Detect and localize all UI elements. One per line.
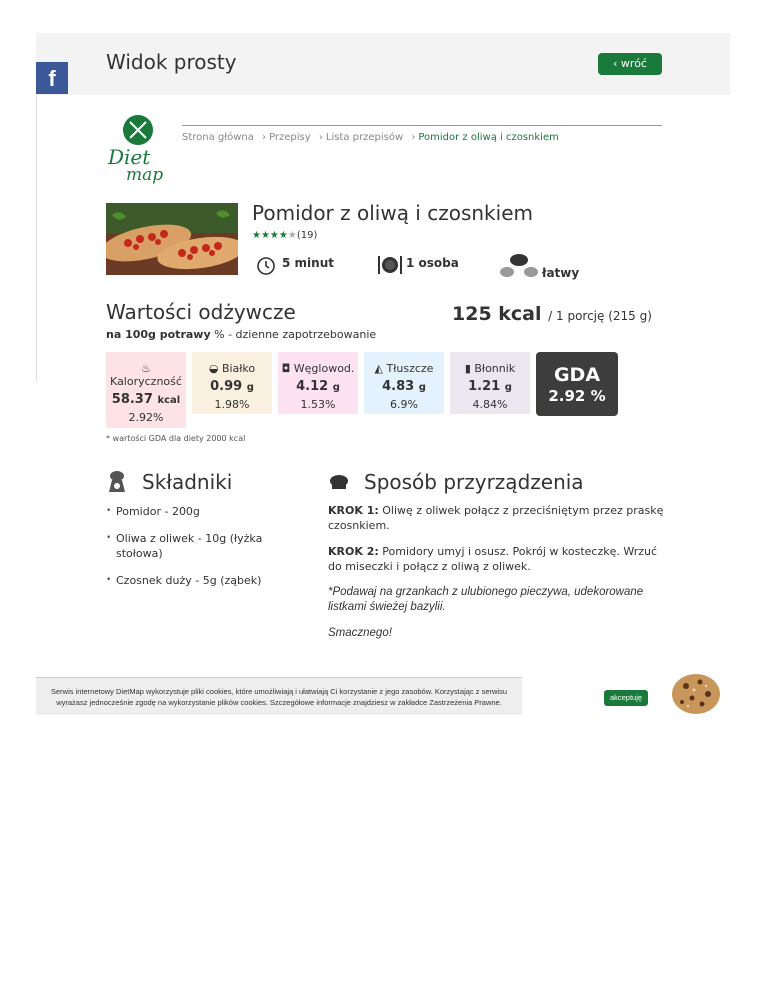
list-item: • Czosnek duży - 5g (ząbek) xyxy=(106,573,276,588)
nutrient-unit: kcal xyxy=(157,395,181,406)
cheese-icon: ◭ xyxy=(374,362,387,375)
nutrition-title: Wartości odżywcze xyxy=(106,300,296,324)
list-item: • Oliwa z oliwek - 10g (łyżka stołowa) xyxy=(106,531,276,561)
chevron-right-icon: › xyxy=(262,132,267,143)
flame-icon: ♨ xyxy=(141,362,151,375)
nutrient-label: Błonnik xyxy=(474,362,516,375)
cookie-icon xyxy=(668,672,724,716)
cookie-text: Serwis internetowy DietMap wykorzystuje pliki cookies, które umożliwiają i ułatwiają Ci korzystanie z jego zasobów. Korzystając z serwisu wyrażasz jednocześnie zgodę na wykorzystanie plików cookies. Szczegółowe informacje znajdziesz w zakładce Zastrzeżenia Prawne. xyxy=(50,687,507,707)
ingredients-heading xyxy=(106,470,232,494)
per100-note xyxy=(106,328,376,341)
nutrient-value: 1.21 xyxy=(468,379,501,394)
pot-icon xyxy=(328,473,350,491)
preparation-steps xyxy=(328,503,673,652)
rating-count: (19) xyxy=(296,230,318,241)
chevron-right-icon: › xyxy=(318,132,323,143)
nutrient-unit: g xyxy=(504,382,512,393)
star-icon: ★★★★ xyxy=(252,230,288,241)
nutrient-label: Kaloryczność xyxy=(110,375,182,388)
rating[interactable] xyxy=(252,230,317,241)
page-title: Widok prosty xyxy=(106,50,237,74)
preparation-title: Sposób przyrządzenia xyxy=(364,470,584,494)
kcal-total xyxy=(452,303,652,325)
svg-text:Diet: Diet xyxy=(108,145,151,169)
prep-time xyxy=(256,250,334,276)
chevron-right-icon: › xyxy=(411,132,416,143)
nutrient-value: 4.12 xyxy=(296,379,329,394)
breadcrumb-recipe-list[interactable]: Lista przepisów xyxy=(325,132,404,143)
chef-icon xyxy=(106,470,128,494)
wheat-icon: ▮ xyxy=(464,362,475,375)
nutrient-unit: g xyxy=(418,382,426,393)
gda-label: GDA xyxy=(553,364,601,386)
nutrient-label: Tłuszcze xyxy=(386,362,434,375)
nutrient-pct: 6.9% xyxy=(390,398,418,411)
ingredients-list xyxy=(106,504,276,600)
dietmap-logo[interactable] xyxy=(104,108,172,184)
nutrient-value: 4.83 xyxy=(382,379,415,394)
step-text: Oliwę z oliwek połącz z przeciśniętym przez praskę czosnkiem. xyxy=(328,504,664,532)
nutrient-box-fat xyxy=(364,352,444,414)
star-empty-icon: ★ xyxy=(287,230,297,241)
breadcrumb-divider xyxy=(182,125,662,126)
step-label: KROK 2: xyxy=(328,545,379,558)
nutrient-label: Węglowod. xyxy=(293,362,355,375)
plate-icon xyxy=(376,254,404,276)
kcal-per-portion: / 1 porcję (215 g) xyxy=(548,309,652,323)
kcal-value: 125 kcal xyxy=(452,303,542,325)
breadcrumb-home[interactable]: Strona główna xyxy=(182,132,254,143)
nutrient-pct: 1.98% xyxy=(214,398,250,411)
accept-cookies-button[interactable]: akceptuję xyxy=(604,690,648,706)
gda-note: * wartości GDA dla diety 2000 kcal xyxy=(106,434,246,443)
per100-rest: % - dzienne zapotrzebowanie xyxy=(210,328,377,341)
breadcrumb-recipes[interactable]: Przepisy xyxy=(269,132,311,143)
nutrient-unit: g xyxy=(332,382,340,393)
per100-bold: na 100g potrawy xyxy=(106,328,211,341)
gda-value: 2.92 xyxy=(548,387,586,405)
back-button[interactable] xyxy=(598,53,662,75)
nutrient-pct: 1.53% xyxy=(300,398,336,411)
step-2 xyxy=(328,544,673,574)
servings-value: 1 osoba xyxy=(406,256,459,270)
nutrient-box-fiber xyxy=(450,352,530,414)
nutrient-value: 58.37 xyxy=(111,392,153,407)
recipe-photo xyxy=(106,203,238,275)
nutrient-value: 0.99 xyxy=(210,379,243,394)
prep-time-value: 5 minut xyxy=(282,256,334,270)
difficulty xyxy=(498,250,579,280)
chef-hat-icon xyxy=(498,252,540,280)
back-label: wróć xyxy=(620,57,647,70)
step-label: KROK 1: xyxy=(328,504,379,517)
nutrient-pct: 4.84% xyxy=(472,398,508,411)
nutrient-label: Białko xyxy=(221,362,256,375)
closing-text: Smacznego! xyxy=(328,627,392,639)
cookie-bar xyxy=(36,677,522,715)
nutrient-box-protein xyxy=(192,352,272,414)
clock-icon xyxy=(256,256,276,276)
breadcrumb-current: Pomidor z oliwą i czosnkiem xyxy=(418,132,559,143)
nutrient-box-calories xyxy=(106,352,186,428)
divider xyxy=(36,95,37,382)
serving-tip: *Podawaj na grzankach z ulubionego pieczywa, udekorowane listkami świeżej bazylii. xyxy=(328,586,644,613)
gda-box xyxy=(536,352,618,416)
nutrient-pct: 2.92% xyxy=(128,411,164,424)
nutrient-box-carbs xyxy=(278,352,358,414)
gda-unit: % xyxy=(590,387,606,405)
step-1 xyxy=(328,503,673,533)
list-item: • Pomidor - 200g xyxy=(106,504,276,519)
chevron-left-icon: ‹ xyxy=(613,57,621,70)
recipe-title: Pomidor z oliwą i czosnkiem xyxy=(252,201,533,225)
nutrient-unit: g xyxy=(246,382,254,393)
facebook-icon[interactable]: f xyxy=(36,62,68,94)
step-text: Pomidory umyj i osusz. Pokrój w kosteczkę. Wrzuć do miseczki i połącz z oliwą z oliwek. xyxy=(328,545,658,573)
ingredients-title: Składniki xyxy=(142,470,233,494)
breadcrumb xyxy=(182,132,559,143)
svg-text:map: map xyxy=(126,165,164,184)
difficulty-value: łatwy xyxy=(542,266,580,280)
preparation-heading xyxy=(328,470,584,494)
servings xyxy=(376,250,459,276)
bowl-icon: ◒ xyxy=(208,362,222,375)
bread-icon: ◘ xyxy=(281,362,294,375)
